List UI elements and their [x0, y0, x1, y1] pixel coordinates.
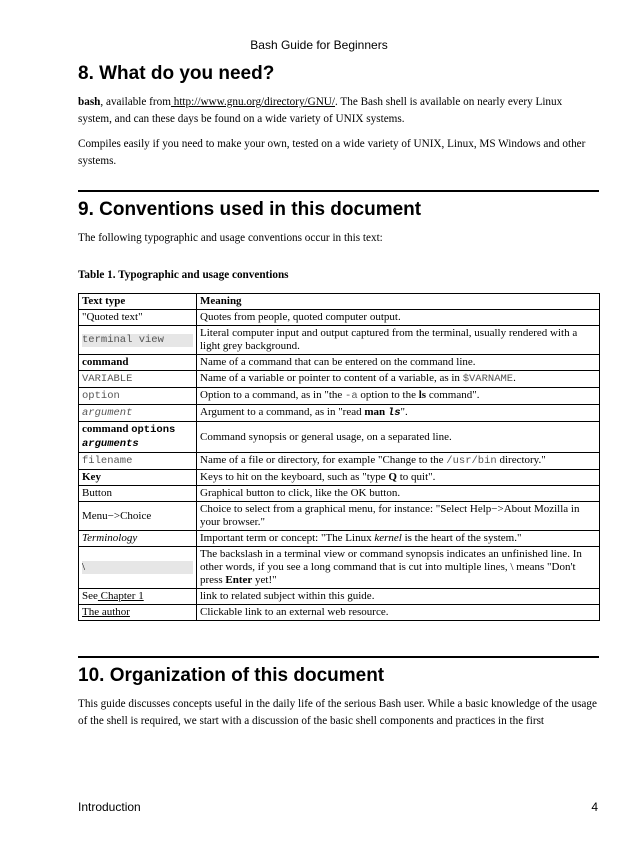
meaning-cell: Clickable link to an external web resource.	[197, 605, 600, 621]
meaning-cell	[197, 453, 600, 470]
type-cell: Button	[79, 486, 197, 502]
text-span: to quit".	[396, 471, 436, 483]
the-author-link[interactable]: The author	[82, 606, 130, 618]
type-cell	[79, 371, 197, 388]
text-span: Option to a command, as in "the	[200, 389, 346, 401]
meaning-cell	[197, 371, 600, 388]
page-content	[78, 62, 598, 730]
text-span: The backslash in a terminal view or command synopsis indicates an unfinished line. In other words, if you see a long command that is cut into multiple lines, \ means "Don't press	[200, 548, 582, 586]
type-cell	[79, 326, 197, 355]
type-label: command	[82, 356, 129, 368]
text-span: command".	[426, 389, 480, 401]
text-span: , available from	[100, 96, 171, 108]
section-divider	[78, 190, 599, 192]
type-label: argument	[82, 407, 133, 419]
header-label: Text type	[82, 295, 126, 307]
meaning-cell: link to related subject within this guide.	[197, 589, 600, 605]
section-8-paragraph-1	[78, 94, 598, 128]
table-row	[79, 502, 600, 531]
meaning-cell	[197, 547, 600, 589]
table-row	[79, 453, 600, 470]
type-cell	[79, 405, 197, 422]
section-divider	[78, 656, 599, 658]
table-row	[79, 355, 600, 371]
text-span: directory."	[496, 454, 546, 466]
page-footer	[78, 800, 598, 814]
table-row	[79, 326, 600, 355]
section-8-paragraph-2: Compiles easily if you need to make your own, tested on a wide variety of UNIX, Linux, MS Windows and other systems.	[78, 138, 586, 167]
italic-span: kernel	[374, 532, 402, 544]
meaning-cell: Graphical button to click, like the OK button.	[197, 486, 600, 502]
table-row	[79, 388, 600, 405]
table-row	[79, 547, 600, 589]
type-cell	[79, 470, 197, 486]
code-span: $VARNAME	[462, 373, 514, 385]
chapter-1-link[interactable]: Chapter 1	[97, 590, 144, 602]
text-span: yet!"	[252, 574, 277, 586]
type-label: command	[82, 423, 129, 435]
type-label: filename	[82, 455, 133, 467]
table-row	[79, 605, 600, 621]
meaning-cell: Literal computer input and output captured from the terminal, usually rendered with a light grey background.	[197, 326, 600, 355]
meaning-cell: Choice to select from a graphical menu, for instance: "Select Help−>About Mozilla in your browser."	[197, 502, 600, 531]
table-header-row	[79, 294, 600, 310]
type-cell	[79, 547, 197, 589]
text-span: is the heart of the system."	[401, 532, 522, 544]
code-span: ls	[387, 407, 401, 419]
text-span: . The Bash shell is available on nearly every Linux system, and can these days be found on a wide variety of UNIX systems.	[78, 96, 563, 125]
table-row	[79, 470, 600, 486]
column-header-meaning	[197, 294, 600, 310]
code-span: /usr/bin	[446, 455, 497, 467]
table-row	[79, 310, 600, 326]
type-cell	[79, 589, 197, 605]
text-span: Argument to a command, as in "read	[200, 406, 365, 418]
text-span: See	[82, 590, 98, 602]
section-9-intro: The following typographic and usage conventions occur in this text:	[78, 232, 383, 244]
type-cell	[79, 531, 197, 547]
type-cell	[79, 422, 197, 453]
table-row	[79, 405, 600, 422]
meaning-cell: Quotes from people, quoted computer output.	[197, 310, 600, 326]
column-header-text-type	[79, 294, 197, 310]
table-row	[79, 589, 600, 605]
text-span: .	[513, 372, 516, 384]
section-10-heading: 10. Organization of this document	[78, 665, 385, 686]
gnu-link[interactable]: http://www.gnu.org/directory/GNU/	[170, 96, 335, 108]
table-row	[79, 422, 600, 453]
type-cell	[79, 605, 197, 621]
bold-span: man	[364, 406, 386, 418]
footer-chapter-label: Introduction	[78, 800, 141, 814]
table-row	[79, 486, 600, 502]
type-cell	[79, 453, 197, 470]
bash-bold: bash	[78, 96, 101, 108]
terminal-view-sample: terminal view	[82, 334, 193, 347]
bold-span: ls	[418, 389, 427, 401]
meaning-cell	[197, 470, 600, 486]
meaning-cell	[197, 388, 600, 405]
backslash-sample: \	[82, 561, 193, 574]
type-cell: Menu−>Choice	[79, 502, 197, 531]
section-8-heading: 8. What do you need?	[78, 63, 275, 84]
page-number: 4	[591, 800, 598, 814]
code-span: -a	[345, 390, 358, 402]
section-10-paragraph: This guide discusses concepts useful in the daily life of the serious Bash user. While a basic knowledge of the usage of the shell is required, we start with a discussion of the basic shell components and practices in the first	[78, 698, 597, 727]
text-span: ".	[400, 406, 408, 418]
meaning-cell: Command synopsis or general usage, on a separated line.	[197, 422, 600, 453]
meaning-cell	[197, 531, 600, 547]
meaning-cell	[197, 405, 600, 422]
text-span: Name of a file or directory, for example "Change to the	[200, 454, 447, 466]
type-label: Key	[82, 471, 101, 483]
header-label: Meaning	[200, 295, 242, 307]
type-label: arguments	[82, 438, 139, 450]
text-span: option to the	[357, 389, 419, 401]
type-label: options	[131, 424, 176, 436]
type-label: VARIABLE	[82, 373, 133, 385]
type-label: option	[82, 390, 120, 402]
table-row	[79, 371, 600, 388]
conventions-table	[78, 293, 600, 621]
text-span: Keys to hit on the keyboard, such as "type	[200, 471, 389, 483]
table-caption: Table 1. Typographic and usage conventions	[78, 269, 289, 281]
table-row	[79, 531, 600, 547]
type-cell: "Quoted text"	[79, 310, 197, 326]
text-span: Name of a variable or pointer to content of a variable, as in	[200, 372, 463, 384]
type-label: Terminology	[82, 532, 138, 544]
bold-span: Enter	[225, 574, 253, 586]
text-span: Important term or concept: "The Linux	[200, 532, 375, 544]
running-header: Bash Guide for Beginners	[250, 38, 388, 52]
type-cell	[79, 388, 197, 405]
meaning-cell: Name of a command that can be entered on the command line.	[197, 355, 600, 371]
type-cell	[79, 355, 197, 371]
bold-span: Q	[388, 471, 397, 483]
section-9-heading: 9. Conventions used in this document	[78, 199, 422, 220]
